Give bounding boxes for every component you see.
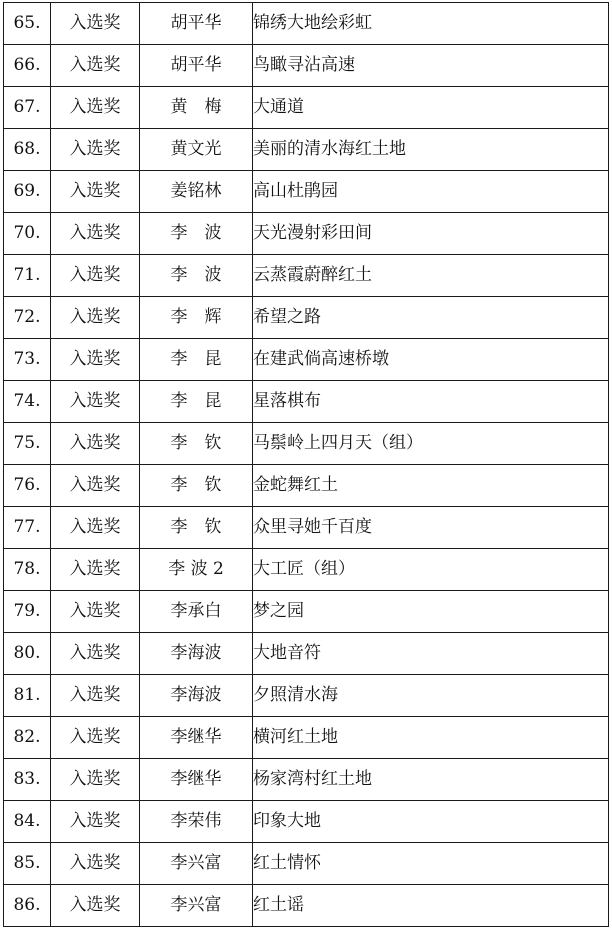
- row-number-cell: 71.: [4, 255, 51, 297]
- table-row: [4, 381, 609, 423]
- author-name-cell: 李 波: [140, 255, 253, 297]
- work-title-cell: 鸟瞰寻沾高速: [253, 45, 609, 87]
- row-number-cell: 70.: [4, 213, 51, 255]
- award-level-cell: 入选奖: [51, 717, 140, 759]
- author-name-cell: 李 钦: [140, 465, 253, 507]
- table-row: [4, 423, 609, 465]
- work-title-cell: 横河红土地: [253, 717, 609, 759]
- table-row: [4, 339, 609, 381]
- table-row: [4, 633, 609, 675]
- work-title-cell: 红土谣: [253, 885, 609, 927]
- table-row: [4, 45, 609, 87]
- work-title-cell: 大工匠（组）: [253, 549, 609, 591]
- author-name-cell: 李海波: [140, 675, 253, 717]
- row-number-cell: 77.: [4, 507, 51, 549]
- author-name-cell: 李 昆: [140, 339, 253, 381]
- award-level-cell: 入选奖: [51, 507, 140, 549]
- table-row: [4, 759, 609, 801]
- work-title-cell: 星落棋布: [253, 381, 609, 423]
- work-title-cell: 高山杜鹃园: [253, 171, 609, 213]
- row-number-cell: 75.: [4, 423, 51, 465]
- table-row: [4, 213, 609, 255]
- row-number-cell: 72.: [4, 297, 51, 339]
- author-name-cell: 李海波: [140, 633, 253, 675]
- author-name-cell: 黄文光: [140, 129, 253, 171]
- work-title-cell: 梦之园: [253, 591, 609, 633]
- row-number-cell: 65.: [4, 3, 51, 45]
- table-row: [4, 801, 609, 843]
- award-level-cell: 入选奖: [51, 465, 140, 507]
- work-title-cell: 希望之路: [253, 297, 609, 339]
- award-level-cell: 入选奖: [51, 255, 140, 297]
- award-level-cell: 入选奖: [51, 129, 140, 171]
- award-level-cell: 入选奖: [51, 3, 140, 45]
- table-row: [4, 843, 609, 885]
- author-name-cell: 李 昆: [140, 381, 253, 423]
- author-name-cell: 李继华: [140, 717, 253, 759]
- table-row: [4, 87, 609, 129]
- work-title-cell: 大通道: [253, 87, 609, 129]
- award-level-cell: 入选奖: [51, 381, 140, 423]
- author-name-cell: 李 波 2: [140, 549, 253, 591]
- table-row: [4, 465, 609, 507]
- author-name-cell: 李承白: [140, 591, 253, 633]
- award-level-cell: 入选奖: [51, 843, 140, 885]
- author-name-cell: 李兴富: [140, 843, 253, 885]
- award-level-cell: 入选奖: [51, 423, 140, 465]
- table-row: [4, 297, 609, 339]
- row-number-cell: 68.: [4, 129, 51, 171]
- work-title-cell: 金蛇舞红土: [253, 465, 609, 507]
- row-number-cell: 78.: [4, 549, 51, 591]
- table-row: [4, 3, 609, 45]
- author-name-cell: 李 钦: [140, 423, 253, 465]
- table-row: [4, 171, 609, 213]
- table-row: [4, 885, 609, 927]
- author-name-cell: 李 波: [140, 213, 253, 255]
- table-row: [4, 507, 609, 549]
- row-number-cell: 73.: [4, 339, 51, 381]
- author-name-cell: 李继华: [140, 759, 253, 801]
- work-title-cell: 众里寻她千百度: [253, 507, 609, 549]
- row-number-cell: 66.: [4, 45, 51, 87]
- row-number-cell: 80.: [4, 633, 51, 675]
- award-level-cell: 入选奖: [51, 549, 140, 591]
- award-level-cell: 入选奖: [51, 633, 140, 675]
- work-title-cell: 美丽的清水海红土地: [253, 129, 609, 171]
- row-number-cell: 85.: [4, 843, 51, 885]
- author-name-cell: 李荣伟: [140, 801, 253, 843]
- work-title-cell: 云蒸霞蔚醉红土: [253, 255, 609, 297]
- table-row: [4, 255, 609, 297]
- table-body: [4, 3, 609, 927]
- author-name-cell: 胡平华: [140, 45, 253, 87]
- table-row: [4, 129, 609, 171]
- work-title-cell: 在建武倘高速桥墩: [253, 339, 609, 381]
- table-row: [4, 675, 609, 717]
- row-number-cell: 82.: [4, 717, 51, 759]
- award-list-table: [3, 2, 609, 927]
- row-number-cell: 67.: [4, 87, 51, 129]
- award-level-cell: 入选奖: [51, 801, 140, 843]
- award-level-cell: 入选奖: [51, 591, 140, 633]
- row-number-cell: 86.: [4, 885, 51, 927]
- author-name-cell: 胡平华: [140, 3, 253, 45]
- row-number-cell: 74.: [4, 381, 51, 423]
- award-level-cell: 入选奖: [51, 675, 140, 717]
- author-name-cell: 李 辉: [140, 297, 253, 339]
- table-row: [4, 549, 609, 591]
- work-title-cell: 印象大地: [253, 801, 609, 843]
- author-name-cell: 黄 梅: [140, 87, 253, 129]
- author-name-cell: 姜铭林: [140, 171, 253, 213]
- row-number-cell: 69.: [4, 171, 51, 213]
- work-title-cell: 红土情怀: [253, 843, 609, 885]
- row-number-cell: 79.: [4, 591, 51, 633]
- award-level-cell: 入选奖: [51, 297, 140, 339]
- award-level-cell: 入选奖: [51, 45, 140, 87]
- table-row: [4, 591, 609, 633]
- work-title-cell: 锦绣大地绘彩虹: [253, 3, 609, 45]
- work-title-cell: 大地音符: [253, 633, 609, 675]
- work-title-cell: 杨家湾村红土地: [253, 759, 609, 801]
- row-number-cell: 81.: [4, 675, 51, 717]
- row-number-cell: 84.: [4, 801, 51, 843]
- table-row: [4, 717, 609, 759]
- award-level-cell: 入选奖: [51, 171, 140, 213]
- award-level-cell: 入选奖: [51, 339, 140, 381]
- author-name-cell: 李兴富: [140, 885, 253, 927]
- award-level-cell: 入选奖: [51, 759, 140, 801]
- row-number-cell: 83.: [4, 759, 51, 801]
- award-level-cell: 入选奖: [51, 87, 140, 129]
- work-title-cell: 夕照清水海: [253, 675, 609, 717]
- author-name-cell: 李 钦: [140, 507, 253, 549]
- work-title-cell: 天光漫射彩田间: [253, 213, 609, 255]
- work-title-cell: 马鬃岭上四月天（组）: [253, 423, 609, 465]
- award-level-cell: 入选奖: [51, 885, 140, 927]
- award-level-cell: 入选奖: [51, 213, 140, 255]
- row-number-cell: 76.: [4, 465, 51, 507]
